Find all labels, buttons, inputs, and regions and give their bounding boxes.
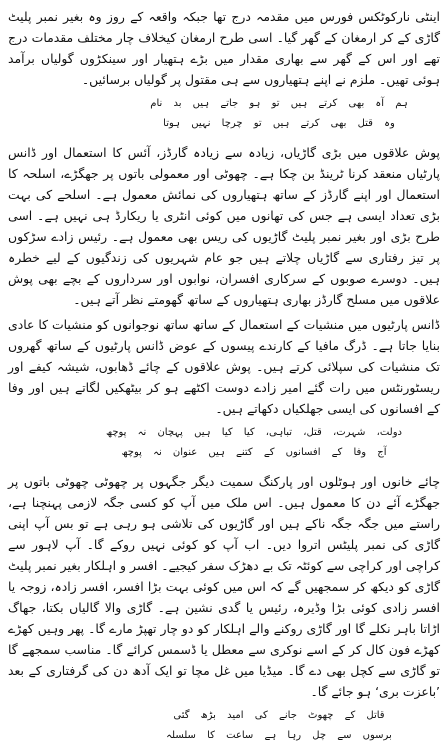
- couplet-line: ہم آہ بھی کرتے ہیں تو ہو جاتے ہیں بد نام: [150, 98, 408, 109]
- paragraph: چائے خانوں اور ہوٹلوں اور پارکنگ سمیت دیگر جگہوں پر چھوٹی چھوٹی باتوں پر جھگڑے آئے دن کا معمول ہیں۔ اس ملک میں آپ کو کسی جگہ لازمی پہنچنا ہے، راستے میں جگہ جگہ ناکے ہیں اور گاڑیوں کی تلاشی ہو رہی ہے تو بس آپ اپنی گاڑی کی نمبر پلیٹس اتروا دیں۔ اب آپ کو کوئی نہیں روکے گا۔ آپ لاہور سے کراچی اور کراچی سے کوئٹہ تک بے دھڑک سفر کیجیے۔ افسر و اہلکار بغیر نمبر پلیٹ گاڑی کو دیکھ کر سمجھیں گے کہ اس میں کوئی بہت بڑا افسر، افسر زادہ، زوجہ یا افسر زادی کوئی بڑا وڈیرہ، رئیس یا گدی نشین ہے۔ گاڑی والا گالیاں بکتا، جھاگ اڑاتا باہر نکلے گا اور گاڑی روکنے والے اہلکار کو دو چار تھپڑ مارے گا۔ پھر وہیں کھڑے کھڑے فون کال کر کے اسے نوکری سے معطل یا ڈسمس کرائے گا۔ مناسب سمجھے گا تو گاڑی سے کچل بھی دے گا۔ میڈیا میں غل مچا تو ایک آدھ دن کی گرفتاری کے بعد ’باعزت بری‘ ہو جائے گا۔: [8, 474, 440, 699]
- couplet: [8, 423, 440, 463]
- couplet-line: دولت، شہرت، قتل، تباہی، کیا کیا ہیں پہچان نہ پوچھ: [106, 427, 402, 438]
- couplet: [8, 94, 440, 134]
- couplet-line: آج وفا کے افسانوں کے کتنے ہیں عنوان نہ پوچھ: [121, 447, 387, 458]
- couplet-line: وہ قتل بھی کرتے ہیں تو چرچا نہیں ہوتا: [163, 118, 395, 129]
- couplet: [8, 706, 440, 746]
- paragraph: پوش علاقوں میں بڑی گاڑیاں، زیادہ سے زیادہ گارڈز، آئس کا استعمال اور ڈانس پارٹیاں منعقد کرنا ٹرینڈ بن چکا ہے۔ چھوٹی اور معمولی باتوں پر جھگڑے، اسلحہ کا استعمال اور اپنے گارڈز کے ساتھ ہتھیاروں کی نمائش معمول ہے۔ اسلحے کی بہت بڑی تعداد ایسی ہے جس کی تھانوں میں کوئی انٹری یا ریکارڈ ہی نہیں ہے۔ اسی طرح بڑی اور بغیر نمبر پلیٹ گاڑیوں کی ریس بھی معمول ہے۔ رئیس زادے سڑکوں پر تیز رفتاری سے گاڑیاں چلاتے ہیں جو عام شہریوں کی زندگیوں کے لیے خطرہ ہیں۔ دوسرے صوبوں کے سرکاری افسران، نوابوں اور سرداروں کے بچے بھی پوش علاقوں میں مسلح گارڈز بھاری ہتھیاروں کے ساتھ گھومتے نظر آتے ہیں۔: [8, 145, 440, 307]
- couplet-line: برسوں سے چل رہا ہے ساعت کا سلسلہ: [166, 730, 392, 741]
- couplet-line: قاتل کے چھوٹ جانے کی امید بڑھ گئی: [173, 710, 385, 721]
- paragraph: اینٹی نارکوٹکس فورس میں مقدمہ درج تھا جبکہ واقعہ کے روز وہ بغیر نمبر پلیٹ گاڑی کے کر ارمغان کے گھر گیا۔ اسی طرح ارمغان کیخلاف چار مختلف مقدمات درج تھے اور اس کے گھر سے بھاری مقدار میں بڑے ہتھیار اور سینکڑوں گولیاں برآمد ہوئی تھیں۔ ملزم نے اپنے ہتھیاروں سے ہی مقتول پر گولیاں برسائیں۔: [8, 9, 440, 87]
- paragraph: ڈانس پارٹیوں میں منشیات کے استعمال کے ساتھ ساتھ نوجوانوں کو منشیات کا عادی بنایا جاتا ہے۔ ڈرگ مافیا کے کارندے پیسوں کے عوض ڈانس پارٹیوں کے ساتھ گھروں تک منشیات کی سپلائی کرتے ہیں۔ پوش علاقوں کے چائے ڈھابوں، شیشہ کیفے اور ریسٹورنٹس میں رات گئے امیر زادے دوست اکٹھے ہو کر بیٹھکیں لگاتے ہیں اور وفا کے افسانوں کی ایسی جھلکیاں دکھاتے ہیں۔: [8, 317, 440, 416]
